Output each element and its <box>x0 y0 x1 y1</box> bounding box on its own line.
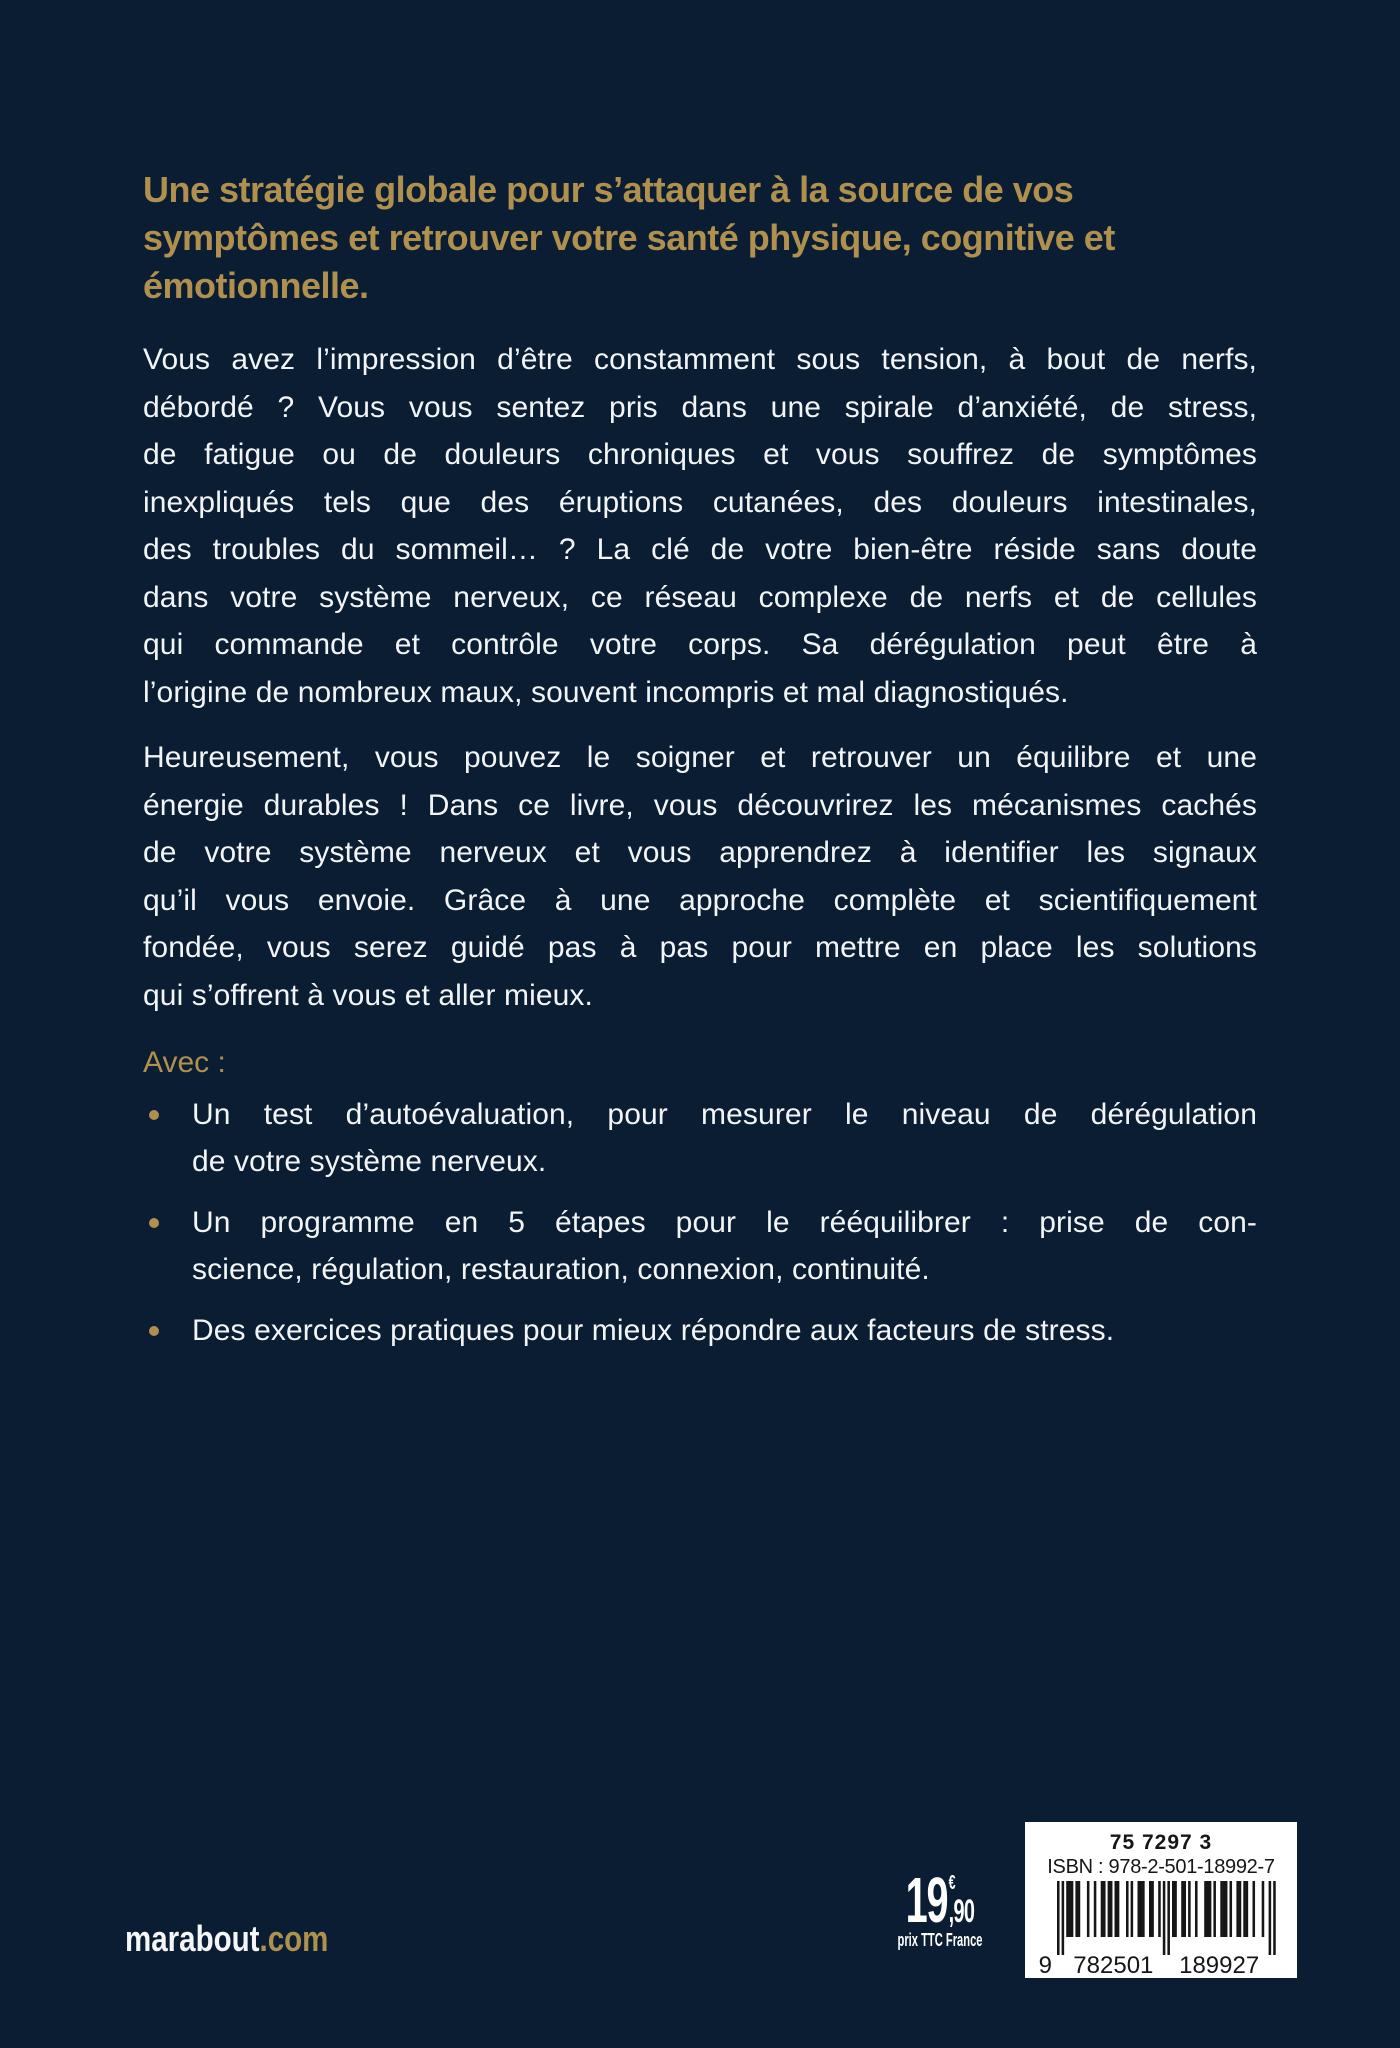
text-line: de fatigue ou de douleurs chroniques et vous souffrez de symptômes <box>143 438 1257 471</box>
text-line: dans votre système nerveux, ce réseau complexe de nerfs et de cellules <box>143 580 1257 614</box>
text-line: qui s’offrent à vous et aller mieux. <box>143 978 593 1012</box>
bullet-dot-icon <box>149 1110 159 1120</box>
price-note: prix TTC France <box>897 1930 983 1950</box>
text-line: inexpliqués tels que des éruptions cutanées, des douleurs intestinales, <box>143 485 1257 519</box>
bullet-dot-icon <box>149 1218 159 1228</box>
text-line: qui commande et contrôle votre corps. Sa dérégulation peut être à <box>143 628 1257 661</box>
headline <box>143 166 1257 310</box>
text-line: des troubles du sommeil… ? La clé de votre bien-être réside sans doute <box>143 533 1257 566</box>
bullet-text <box>192 1199 1257 1294</box>
price-currency: € <box>948 1872 956 1894</box>
bullet-item-programme <box>143 1199 1257 1294</box>
bullet-dot-icon <box>149 1326 159 1336</box>
text-line: énergie durables ! Dans ce livre, vous découvrirez les mécanismes cachés <box>143 788 1257 822</box>
text-line: Un test d’autoévaluation, pour mesurer le niveau de dérégulation <box>192 1097 1257 1131</box>
barcode-box <box>1025 1822 1297 1978</box>
barcode-code-top: 75 7297 3 <box>1109 1831 1213 1854</box>
ean-digits: 189927 <box>1179 1952 1260 1977</box>
price-main <box>859 1864 1020 1936</box>
publisher-website <box>125 1918 328 1960</box>
text-line: symptômes et retrouver votre santé physique, cognitive et <box>143 217 1115 258</box>
text-line: émotionnelle. <box>143 265 369 306</box>
price-block <box>859 1864 1020 1951</box>
ean-digits: 9 <box>1039 1952 1052 1977</box>
back-cover-text-column <box>143 166 1257 1367</box>
text-line: l’origine de nombreux maux, souvent incompris et mal diagnostiqués. <box>143 675 1069 709</box>
text-line: science, régulation, restauration, connexion, continuité. <box>192 1253 930 1286</box>
publisher-website-name: marabout <box>125 1918 260 1959</box>
text-line: de votre système nerveux. <box>192 1145 547 1178</box>
bullet-list <box>143 1091 1257 1355</box>
text-line: Des exercices pratiques pour mieux répondre aux facteurs de stress. <box>192 1313 1115 1347</box>
text-line: Vous avez l’impression d’être constamment sous tension, à bout de nerfs, <box>143 343 1257 376</box>
price-cents: ,90 <box>948 1893 975 1929</box>
text-line: Un programme en 5 étapes pour le rééquilibrer : prise de con- <box>192 1205 1257 1239</box>
text-line: qu’il vous envoie. Grâce à une approche complète et scientifiquement <box>143 883 1257 917</box>
bullet-text <box>192 1307 1257 1355</box>
ean-digits: 782501 <box>1073 1952 1154 1977</box>
barcode-isbn: ISBN : 978-2-501-18992-7 <box>1047 1856 1275 1878</box>
ean-barcode-icon <box>1039 1881 1283 1977</box>
avec-label: Avec : <box>143 1046 226 1079</box>
bullet-item-exercices <box>143 1307 1257 1355</box>
text-line: Heureusement, vous pouvez le soigner et retrouver un équilibre et une <box>143 741 1257 774</box>
price-amount: 19 <box>905 1864 948 1936</box>
text-line: débordé ? Vous vous sentez pris dans une spirale d’anxiété, de stress, <box>143 390 1257 424</box>
text-line: fondée, vous serez guidé pas à pas pour mettre en place les solutions <box>143 931 1257 964</box>
bullet-item-test <box>143 1091 1257 1186</box>
publisher-website-tld: .com <box>259 1918 329 1959</box>
text-line: de votre système nerveux et vous apprendrez à identifier les signaux <box>143 836 1257 869</box>
paragraph-1 <box>143 336 1257 716</box>
paragraph-2 <box>143 734 1257 1019</box>
bullet-text <box>192 1091 1257 1186</box>
text-line: Une stratégie globale pour s’attaquer à la source de vos <box>143 169 1074 210</box>
